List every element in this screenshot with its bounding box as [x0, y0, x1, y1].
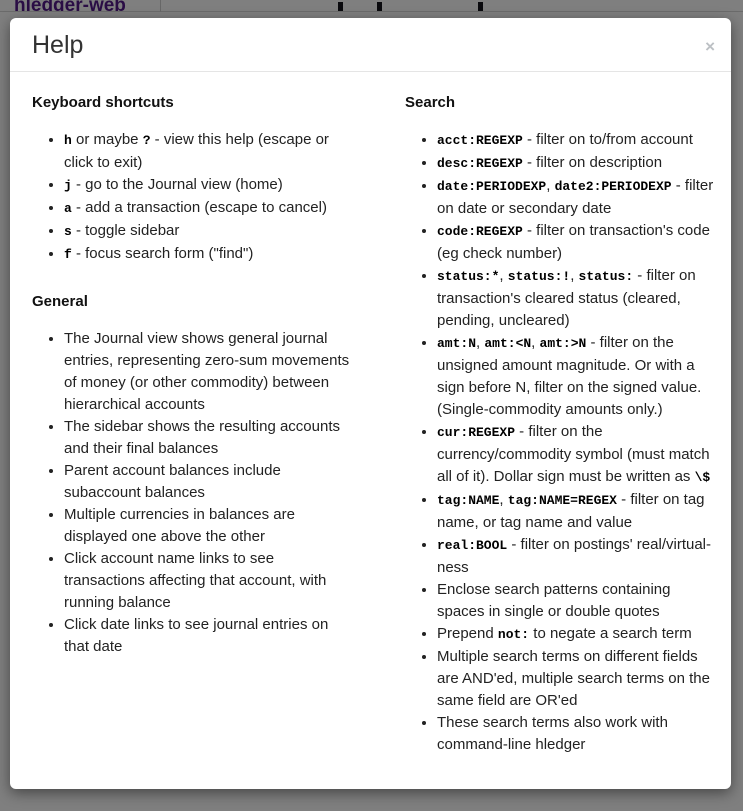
- code-term: ?: [142, 133, 151, 148]
- list-item: • h or maybe ? - view this help (escape or click to exit): [64, 129, 356, 174]
- list-item: • Click date links to see journal entries on that date: [64, 614, 356, 658]
- modal-header: [10, 18, 731, 72]
- section-heading-general: General: [32, 293, 88, 310]
- code-term: status:!: [507, 269, 571, 284]
- list-item: • Multiple search terms on different fields are AND'ed, multiple search terms on the same field are OR'ed: [437, 646, 717, 712]
- code-term: f: [64, 247, 72, 262]
- modal-title: Help: [32, 31, 84, 59]
- code-term: code:REGEXP: [437, 224, 523, 239]
- code-term: h: [64, 133, 72, 148]
- code-term: \$: [694, 470, 711, 485]
- code-term: date2:PERIODEXP: [554, 179, 672, 194]
- list-item: • code:REGEXP - filter on transaction's code (eg check number): [437, 220, 717, 265]
- code-term: desc:REGEXP: [437, 156, 523, 171]
- list-item: • Click account name links to see transactions affecting that account, with running balance: [64, 548, 356, 614]
- code-term: cur:REGEXP: [437, 425, 516, 440]
- code-term: not:: [497, 627, 530, 642]
- list-item: • date:PERIODEXP, date2:PERIODEXP - filter on date or secondary date: [437, 175, 717, 220]
- code-term: j: [64, 178, 72, 193]
- code-term: amt:>N: [539, 336, 587, 351]
- list-item: • Prepend not: to negate a search term: [437, 623, 717, 646]
- list-item: • real:BOOL - filter on postings' real/virtual-ness: [437, 534, 717, 579]
- code-term: date:PERIODEXP: [437, 179, 547, 194]
- close-icon[interactable]: ×: [705, 37, 715, 56]
- code-term: real:BOOL: [437, 538, 508, 553]
- code-term: amt:<N: [484, 336, 532, 351]
- section-search: [405, 93, 717, 756]
- section-heading-keyboard-shortcuts: Keyboard shortcuts: [32, 94, 174, 111]
- help-modal: [10, 18, 731, 789]
- code-term: tag:NAME=REGEX: [507, 493, 617, 508]
- list-item: • Multiple currencies in balances are displayed one above the other: [64, 504, 356, 548]
- list-item: • Enclose search patterns containing spaces in single or double quotes: [437, 579, 717, 623]
- help-column-right: [405, 72, 717, 756]
- list-item: • These search terms also work with command-line hledger: [437, 712, 717, 756]
- list-item: • Parent account balances include subaccount balances: [64, 460, 356, 504]
- code-term: s: [64, 224, 72, 239]
- code-term: acct:REGEXP: [437, 133, 523, 148]
- list-item: • tag:NAME, tag:NAME=REGEX - filter on tag name, or tag name and value: [437, 489, 717, 534]
- list-item: • cur:REGEXP - filter on the currency/commodity symbol (must match all of it). Dollar sign must be written as \$: [437, 421, 717, 489]
- section-keyboard-shortcuts: [32, 93, 356, 266]
- list-item: • f - focus search form ("find"): [64, 243, 356, 266]
- general-list: [32, 328, 356, 658]
- code-term: tag:NAME: [437, 493, 500, 508]
- keyboard-shortcuts-list: [32, 129, 356, 266]
- code-term: a: [64, 201, 72, 216]
- list-item: • status:*, status:!, status: - filter on transaction's cleared status (cleared, pending, uncleared): [437, 265, 717, 332]
- section-heading-search: Search: [405, 94, 456, 111]
- list-item: • j - go to the Journal view (home): [64, 174, 356, 197]
- code-term: status:: [578, 269, 634, 284]
- list-item: • acct:REGEXP - filter on to/from account: [437, 129, 717, 152]
- list-item: • amt:N, amt:<N, amt:>N - filter on the unsigned amount magnitude. Or with a sign before N, filter on the signed value. (Single-commodity amounts only.): [437, 332, 717, 421]
- modal-body: [10, 72, 731, 776]
- list-item: • s - toggle sidebar: [64, 220, 356, 243]
- list-item: • The Journal view shows general journal entries, representing zero-sum movements of money (or other commodity) between hierarchical accounts: [64, 328, 356, 416]
- list-item: • desc:REGEXP - filter on description: [437, 152, 717, 175]
- section-general: [32, 292, 356, 658]
- list-item: • a - add a transaction (escape to cancel): [64, 197, 356, 220]
- list-item: • The sidebar shows the resulting accounts and their final balances: [64, 416, 356, 460]
- search-list: [405, 129, 717, 756]
- code-term: amt:N: [437, 336, 477, 351]
- code-term: status:*: [437, 269, 500, 284]
- help-column-left: [32, 72, 356, 756]
